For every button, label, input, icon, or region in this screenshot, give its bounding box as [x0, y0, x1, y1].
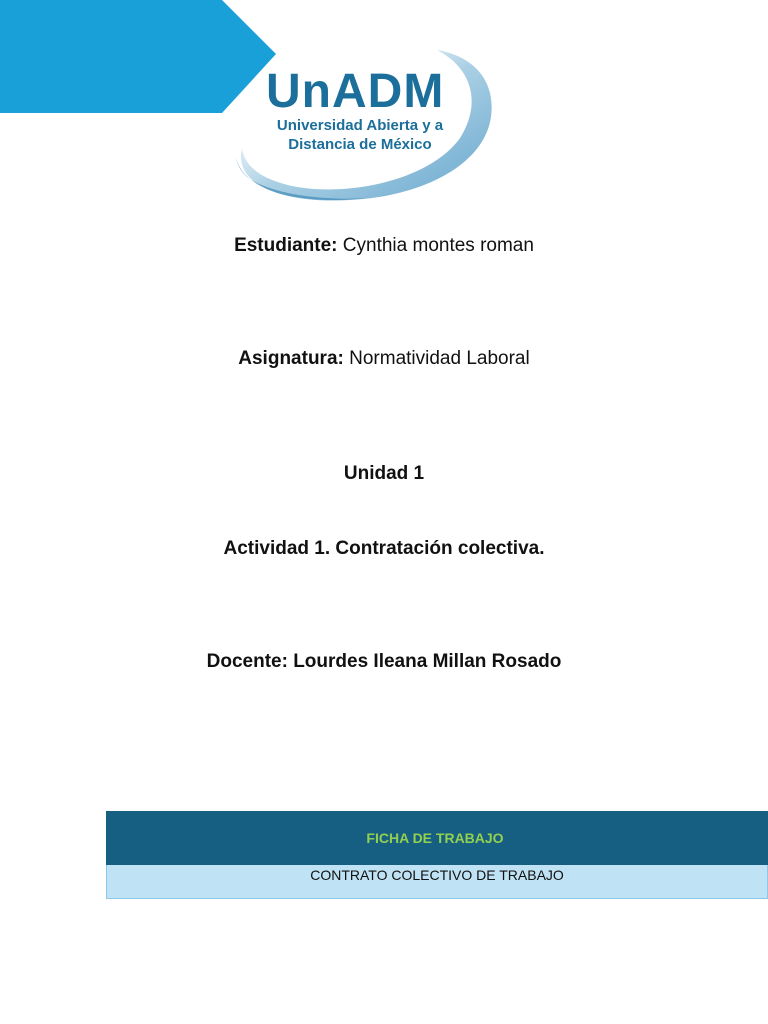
ficha-table: [106, 811, 768, 900]
teacher-line: Docente: Lourdes Ileana Millan Rosado: [206, 651, 562, 672]
subject-label: Asignatura:: [238, 348, 344, 369]
logo-title: UnADM: [266, 65, 445, 118]
ficha-body: CONTRATO COLECTIVO DE TRABAJO: [106, 865, 768, 899]
logo-subtitle: [276, 116, 444, 154]
student-line: [0, 234, 768, 258]
student-name: Cynthia montes roman: [337, 235, 534, 256]
university-logo: [232, 48, 500, 206]
logo-subtitle-line1: Universidad Abierta y a: [276, 117, 444, 134]
activity-title: Actividad 1. Contratación colectiva.: [223, 538, 545, 559]
subject-line: [0, 347, 768, 371]
unit-title: Unidad 1: [343, 463, 425, 484]
subject-name: Normatividad Laboral: [343, 348, 530, 369]
logo-subtitle-line2: Distancia de México: [288, 136, 432, 153]
student-label: Estudiante:: [234, 235, 338, 256]
ficha-header: [106, 811, 768, 865]
ficha-header-text: FICHA DE TRABAJO: [366, 830, 504, 846]
